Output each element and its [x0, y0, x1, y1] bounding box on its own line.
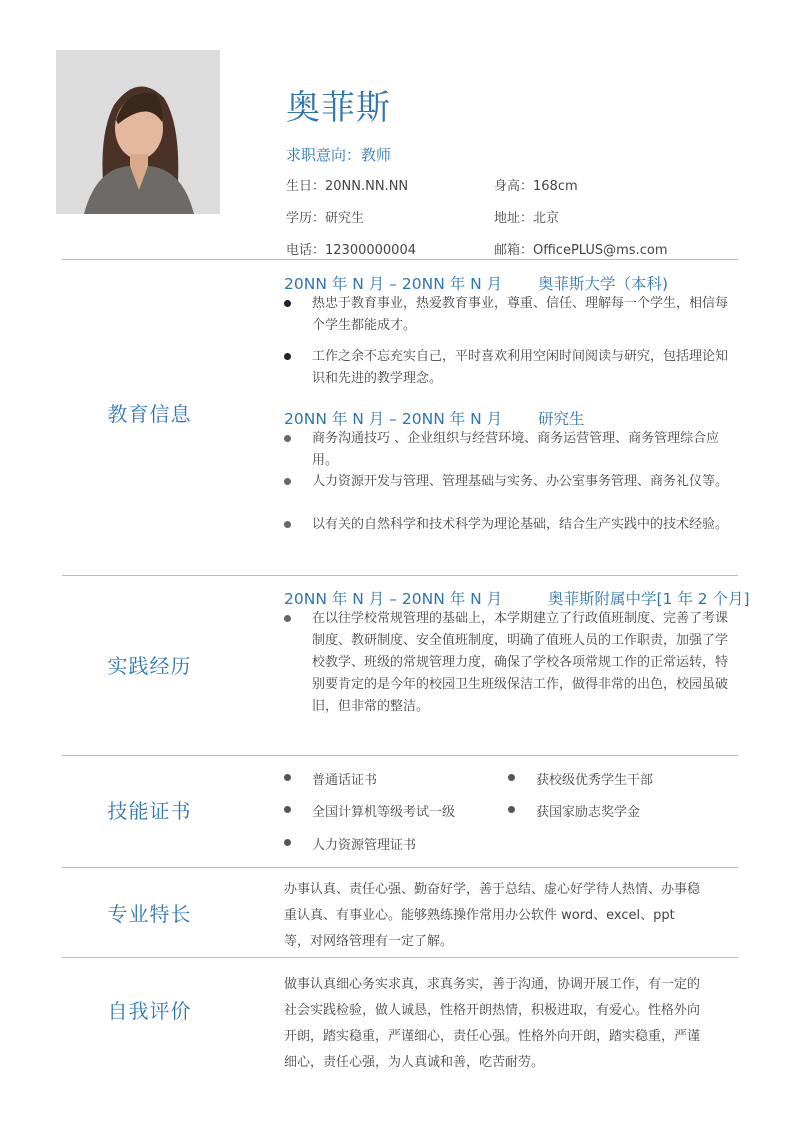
list-item: 人力资源开发与管理、管理基础与实务、办公室事务管理、商务礼仪等。 [284, 471, 734, 493]
job-intent: 求职意向：教师 [286, 146, 392, 164]
education-degree-2: 研究生 [538, 410, 585, 428]
self-eval-section-title: 自我评价 [107, 999, 192, 1023]
section-divider [62, 957, 738, 958]
bullet-icon [284, 435, 291, 442]
list-item: 获校级优秀学生干部 [508, 769, 653, 788]
list-item: 普通话证书 [284, 769, 377, 788]
list-item: 热忠于教育事业，热爱教育事业，尊重、信任、理解每一个学生，相信每个学生都能成才。 [284, 293, 734, 337]
profile-photo [56, 50, 220, 214]
self-eval-text: 做事认真细心务实求真，求真务实，善于沟通，协调开展工作，有一定的社会实践检验，做人诚恳，性格开朗热情，积极进取，有爱心。性格外向开朗，踏实稳重，严谨细心，责任心强。性格外向开朗，踏实稳重，严谨细心，责任心强，为人真诚和善，吃苦耐劳。 [284, 977, 701, 1070]
section-divider [62, 259, 738, 260]
section-divider [62, 755, 738, 756]
list-item: 以有关的自然科学和技术科学为理论基础，结合生产实践中的技术经验。 [284, 514, 734, 536]
bullet-icon [284, 521, 291, 528]
bullet-icon [284, 353, 291, 360]
education-school-1: 奥菲斯大学（本科) [538, 275, 669, 293]
candidate-name: 奥菲斯 [286, 88, 391, 128]
list-item: 商务沟通技巧 、企业组织与经营环境、商务运营管理、商务管理综合应用。 [284, 428, 734, 472]
section-divider [62, 575, 738, 576]
list-item: 人力资源管理证书 [284, 834, 416, 853]
practice-period: 20NN 年 N 月 – 20NN 年 N 月 [284, 590, 503, 608]
practice-section-title: 实践经历 [107, 654, 192, 678]
education-level: 学历：研究生 [286, 211, 365, 226]
address-info: 地址：北京 [494, 211, 560, 226]
email-info: 邮箱：OfficePLUS@ms.com [494, 243, 668, 258]
height-info: 身高：168cm [494, 179, 578, 194]
education-period-1: 20NN 年 N 月 – 20NN 年 N 月 [284, 275, 503, 293]
bullet-icon [284, 806, 291, 813]
education-section-title: 教育信息 [107, 402, 192, 426]
practice-org: 奥菲斯附属中学[1 年 2 个月] [548, 590, 750, 608]
specialty-section-title: 专业特长 [107, 902, 192, 926]
bullet-icon [284, 478, 291, 485]
bullet-icon [284, 774, 291, 781]
list-item: 全国计算机等级考试一级 [284, 801, 455, 820]
bullet-icon [508, 806, 515, 813]
birth-date: 生日：20NN.NN.NN [286, 179, 409, 194]
education-period-2: 20NN 年 N 月 – 20NN 年 N 月 [284, 410, 503, 428]
list-item: 工作之余不忘充实自己，平时喜欢利用空闲时间阅读与研究，包括理论知识和先进的教学理念。 [284, 346, 734, 390]
bullet-icon [284, 839, 291, 846]
skills-section-title: 技能证书 [107, 799, 192, 823]
bullet-icon [508, 774, 515, 781]
bullet-icon [284, 615, 291, 622]
specialty-text: 办事认真、责任心强、勤奋好学，善于总结、虚心好学待人热情、办事稳重认真、有事业心。能够熟练操作常用办公软件 word、excel、ppt 等，对网络管理有一定了解。 [284, 882, 701, 949]
phone-info: 电话：12300000004 [286, 243, 416, 258]
bullet-icon [284, 300, 291, 307]
list-item: 获国家励志奖学金 [508, 801, 640, 820]
section-divider [62, 867, 738, 868]
list-item: 在以往学校常规管理的基础上，本学期建立了行政值班制度、完善了考课制度、教研制度、安全值班制度，明确了值班人员的工作职责，加强了学校教学、班级的常规管理力度，确保了学校各项常规工作的正常运转，特别要肯定的是今年的校园卫生班级保洁工作，做得非常的出色，校园虽破旧，但非常的整洁。 [284, 608, 734, 718]
portrait-image [56, 50, 220, 214]
